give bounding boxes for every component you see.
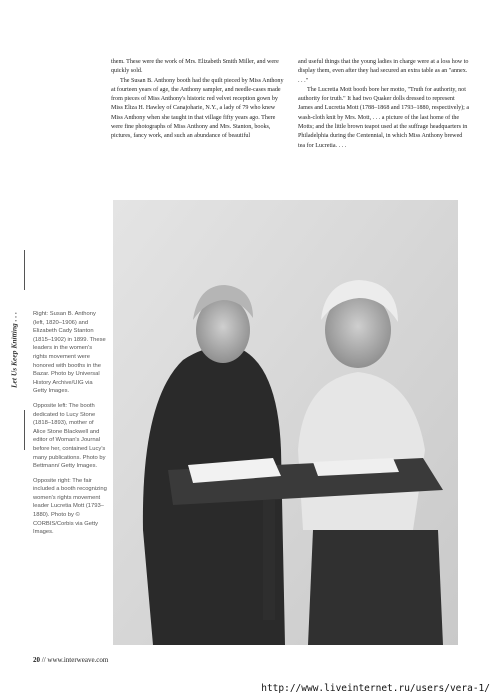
section-side-title [8, 295, 20, 405]
page-footer [33, 656, 108, 664]
body-column-left [111, 58, 286, 142]
caption-opposite-left: Opposite left: The booth dedicated to Lucy Stone (1818–1893), mother of Alice Stone Blackwell and editor of Woman's Journal before her, contained Lucy's many publications. Photo by Bettmann/ Getty Images. [33, 402, 106, 470]
section-side-title-text: Let Us Keep Knitting . . . [9, 311, 19, 389]
paragraph: The Susan B. Anthony booth had the quilt pieced by Miss Anthony at fourteen years of age, the Anthony sampler, and needle-cases made from pieces of Miss Anthony's historic red velvet reception gown by Miss Eliza H. Hawley of Canajoharie, N.Y., a lady of 79 who knew Miss Anthony when she taught in that village fifty years ago. There were fine photographs of Miss Anthony and Mrs. Stanton, books, pictures, fancy work, and such an abundance of beautiful [111, 77, 284, 140]
footer-site[interactable]: www.interweave.com [47, 656, 109, 664]
side-rule-bottom [24, 410, 25, 450]
body-column-right [298, 58, 470, 151]
historic-photo [113, 200, 458, 645]
side-rule-top [24, 250, 25, 290]
watermark-url[interactable]: http://www.liveinternet.ru/users/vera-1/ [261, 683, 490, 694]
footer-separator: // [41, 656, 46, 664]
caption-right: Right: Susan B. Anthony (left, 1820–1906) and Elizabeth Cady Stanton (1815–1902) in 1899. These leaders in the women's rights movement were honored with booths in the Bazar. Photo by Universal History Archive/UIG via Getty Images. [33, 311, 106, 395]
paragraph: The Lucretia Mott booth bore her motto, "Truth for authority, not authority for truth." It had two Quaker dolls dressed to represent James and Lucretia Mott (1788–1868 and 1793–1880, respectively); a wash-cloth knit by Mrs. Mott, . . . a picture of the last home of the Motts; and the little brown teapot used at the suffrage headquarters in Philadelphia during the Centennial, in which Miss Anthony brewed tea for Lucretia. . . . [298, 86, 470, 149]
page-number: 20 [33, 656, 40, 664]
caption-opposite-right: Opposite right: The fair included a booth recognizing women's rights movement leader Lucretia Mott (1793–1880). Photo by © CORBIS/Corbis via Getty Images. [33, 477, 107, 536]
paragraph: them. These were the work of Mrs. Elizabeth Smith Miller, and were quickly sold. [111, 59, 279, 75]
paragraph: and useful things that the young ladies in charge were at a loss how to display them, even after they had secured an extra table as an "annex. . . ." [298, 59, 469, 84]
photo-captions [33, 310, 107, 543]
